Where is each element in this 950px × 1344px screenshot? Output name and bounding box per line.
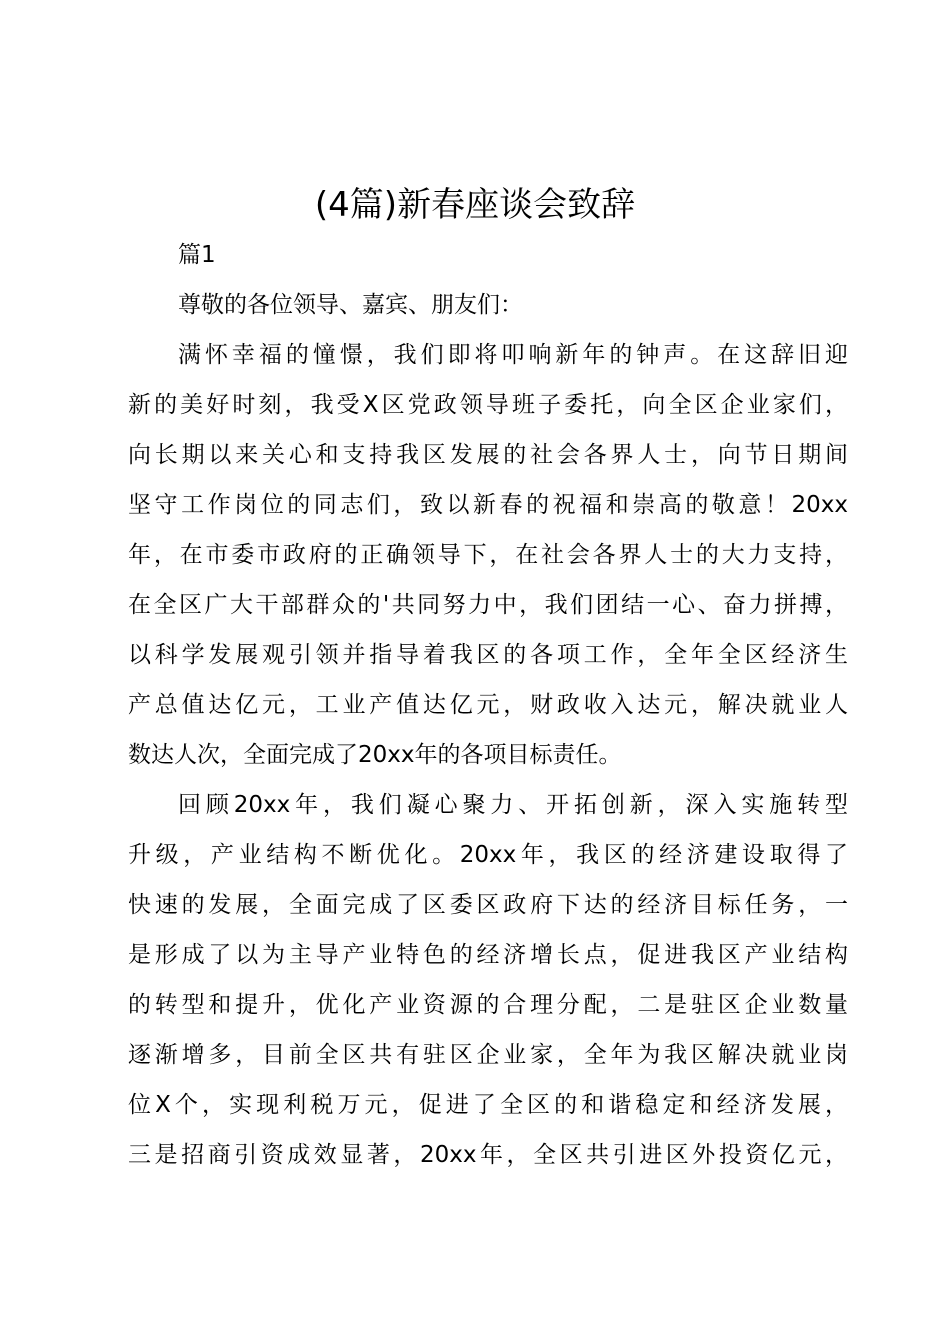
paragraph-line: 坚守工作岗位的同志们，致以新春的祝福和崇高的敬意！20xx — [128, 492, 848, 518]
paragraph-line: 逐渐增多，目前全区共有驻区企业家，全年为我区解决就业岗 — [128, 1042, 848, 1068]
paragraph-line: 以科学发展观引领并指导着我区的各项工作，全年全区经济生 — [128, 642, 848, 668]
paragraph-line: 新的美好时刻，我受X区党政领导班子委托，向全区企业家们， — [128, 392, 848, 418]
paragraph-line: 向长期以来关心和支持我区发展的社会各界人士，向节日期间 — [128, 442, 848, 468]
paragraph-line: 三是招商引资成效显著，20xx年，全区共引进区外投资亿元， — [128, 1142, 848, 1168]
paragraph-line: 满怀幸福的憧憬，我们即将叩响新年的钟声。在这辞旧迎 — [178, 342, 848, 368]
document-title: (4篇)新春座谈会致辞 — [314, 185, 636, 225]
paragraph-line: 的转型和提升，优化产业资源的合理分配，二是驻区企业数量 — [128, 992, 848, 1018]
paragraph-line: 年，在市委市政府的正确领导下，在社会各界人士的大力支持， — [128, 542, 848, 568]
paragraph-line: 回顾20xx年，我们凝心聚力、开拓创新，深入实施转型 — [178, 792, 848, 818]
paragraph-line: 位X个，实现利税万元，促进了全区的和谐稳定和经济发展， — [128, 1092, 848, 1118]
salutation: 尊敬的各位领导、嘉宾、朋友们： — [178, 292, 523, 318]
paragraph-line: 是形成了以为主导产业特色的经济增长点，促进我区产业结构 — [128, 942, 848, 968]
paragraph-line: 数达人次，全面完成了20xx年的各项目标责任。 — [128, 742, 622, 768]
paragraph-line: 在全区广大干部群众的'共同努力中，我们团结一心、奋力拼搏， — [128, 592, 848, 618]
paragraph-line: 快速的发展，全面完成了区委区政府下达的经济目标任务，一 — [128, 892, 848, 918]
paragraph-line: 产总值达亿元，工业产值达亿元，财政收入达元，解决就业人 — [128, 692, 848, 718]
section-heading: 篇1 — [178, 242, 216, 268]
paragraph-line: 升级，产业结构不断优化。20xx年，我区的经济建设取得了 — [128, 842, 848, 868]
